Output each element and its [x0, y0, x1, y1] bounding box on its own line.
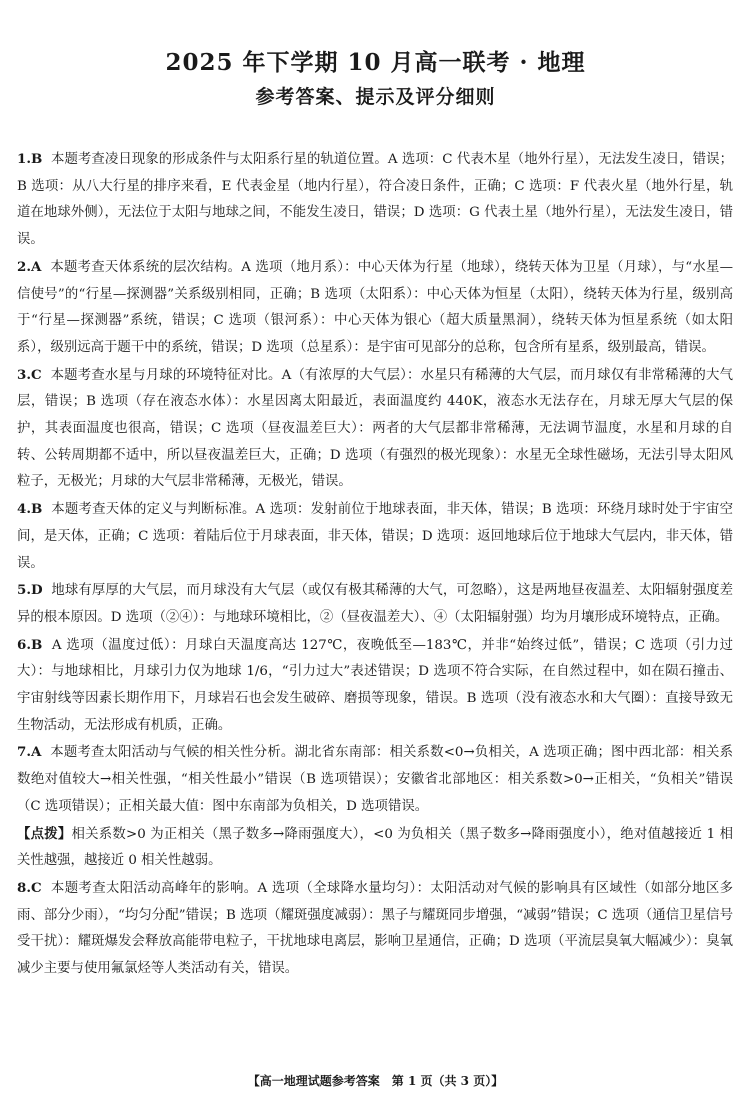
answer-explanation: 本题考查水星与月球的环境特征对比。A（有浓厚的大气层）：水星只有稀薄的大气层，而月球仅有非常稀薄的大气层，错误；B 选项（存在液态水体）：水星因离太阳最近，表面温度约 440K，液态水无法存在，月球无厚大气层的保护，其表面温度也很高，错误；C 选项（昼夜温差巨大）：两者的大气层都非常稀薄，无法调节温度，水星和月球的自转、公转周期都不适中，所以昼夜温差巨大，正确；D 选项（有强烈的极光现象）：水星无全球性磁场，无法引导太阳风粒子，无极光；月球的大气层非常稀薄，无极光，错误。 [17, 367, 734, 490]
answer-explanation: 本题考查太阳活动高峰年的影响。A 选项（全球降水量均匀）：太阳活动对气候的影响具有区域性（如部分地区多雨、部分少雨），“均匀分配”错误；B 选项（耀斑强度减弱）：黑子与耀斑同步增强，“减弱”错误；C 选项（通信卫星信号受干扰）：耀斑爆发会释放高能带电粒子，干扰地球电离层，影响卫星通信，正确；D 选项（平流层臭氧大幅减少）：臭氧减少主要与使用氟氯烃等人类活动有关，错误。 [17, 880, 733, 977]
page-footer: 【高一地理试题参考答案 第 1 页（共 3 页）】 [247, 1074, 504, 1088]
answer-item [17, 496, 733, 577]
answer-item [17, 146, 733, 254]
tip-tag: 【点拨】 [17, 825, 72, 842]
answer-explanation: 地球有厚厚的大气层，而月球没有大气层（或仅有极其稀薄的大气，可忽略），这是两地昼夜温差、太阳辐射强度差异的根本原因。D 选项（②④）：与地球环境相比，②（昼夜温差大）、④（太阳辐射强）均为月壤形成环境特点，正确。 [17, 583, 733, 625]
answer-number: 7.A [17, 744, 42, 761]
answer-number: 5.D [17, 582, 43, 599]
page-subtitle: 参考答案、提示及评分细则 [255, 86, 496, 108]
answer-number: 3.C [17, 366, 42, 383]
answer-explanation: 本题考查凌日现象的形成条件与太阳系行星的轨道位置。A 选项：C 代表木星（地外行星），无法发生凌日，错误；B 选项：从八大行星的排序来看，E 代表金星（地内行星），符合凌日条件，正确；C 选项：F 代表火星（地外行星，轨道在地球外侧），无法位于太阳与地球之间，不能发生凌日，错误；D 选项：G 代表土星（地外行星），无法发生凌日，错误。 [17, 152, 733, 248]
answer-explanation: 本题考查天体的定义与判断标准。A 选项：发射前位于地球表面，非天体，错误；B 选项：环绕月球时处于宇宙空间，是天体，正确；C 选项：着陆后位于月球表面，非天体，错误；D 选项：返回地球后位于地球大气层内，非天体，错误。 [17, 502, 733, 571]
page-title: 2025 年下学期 10 月高一联考 · 地理 [165, 49, 586, 76]
tip-text: 相关系数>0 为正相关（黑子数多→降雨强度大），<0 为负相关（黑子数多→降雨强度小），绝对值越接近 1 相关性越强，越接近 0 相关性越弱。 [17, 826, 733, 869]
answer-explanation: A 选项（温度过低）：月球白天温度高达 127℃，夜晚低至—183℃，并非“始终过低”，错误；C 选项（引力过大）：与地球相比，月球引力仅为地球 1/6，“引力过大”表述错误；D 选项不符合实际，在自然过程中，如在陨石撞击、宇宙射线等因素长期作用下，月球岩石也会发生破碎、磨损等现象，错误。B 选项（没有液态水和大气圈）：直接导致无生物活动，无法形成有机质，正确。 [17, 637, 734, 733]
answer-number: 6.B [17, 636, 43, 653]
answer-number: 8.C [17, 879, 42, 896]
answer-number: 4.B [17, 501, 43, 518]
answer-list [17, 146, 733, 983]
answer-item [17, 632, 733, 740]
answer-item [17, 739, 733, 820]
answer-item [17, 577, 733, 631]
answer-explanation: 本题考查天体系统的层次结构。A 选项（地月系）：中心天体为行星（地球），绕转天体为卫星（月球），与“水星—信使号”的“行星—探测器”关系级别相同，正确；B 选项（太阳系）：中心天体为恒星（太阳），绕转天体为行星，级别高于“行星—探测器”系统，错误；C 选项（银河系）：中心天体为银心（超大质量黑洞），绕转天体为恒星系统（如太阳系），级别远高于题干中的系统，错误；D 选项（总星系）：是宇宙可见部分的总称，包含所有星系，级别最高，错误。 [17, 259, 733, 355]
answer-item [17, 362, 733, 497]
answer-number: 1.B [17, 151, 43, 167]
answer-item [17, 875, 733, 983]
tip-note [17, 821, 733, 875]
answer-item [17, 254, 733, 362]
answer-number: 2.A [17, 258, 42, 275]
answer-explanation: 本题考查太阳活动与气候的相关性分析。湖北省东南部：相关系数<0→负相关，A 选项正确；图中西北部：相关系数绝对值较大→相关性强，“相关性最小”错误（B 选项错误）；安徽省北部地区：相关系数>0→正相关，“负相关”错误（C 选项错误）；正相关最大值：图中东南部为负相关，D 选项错误。 [17, 745, 733, 814]
